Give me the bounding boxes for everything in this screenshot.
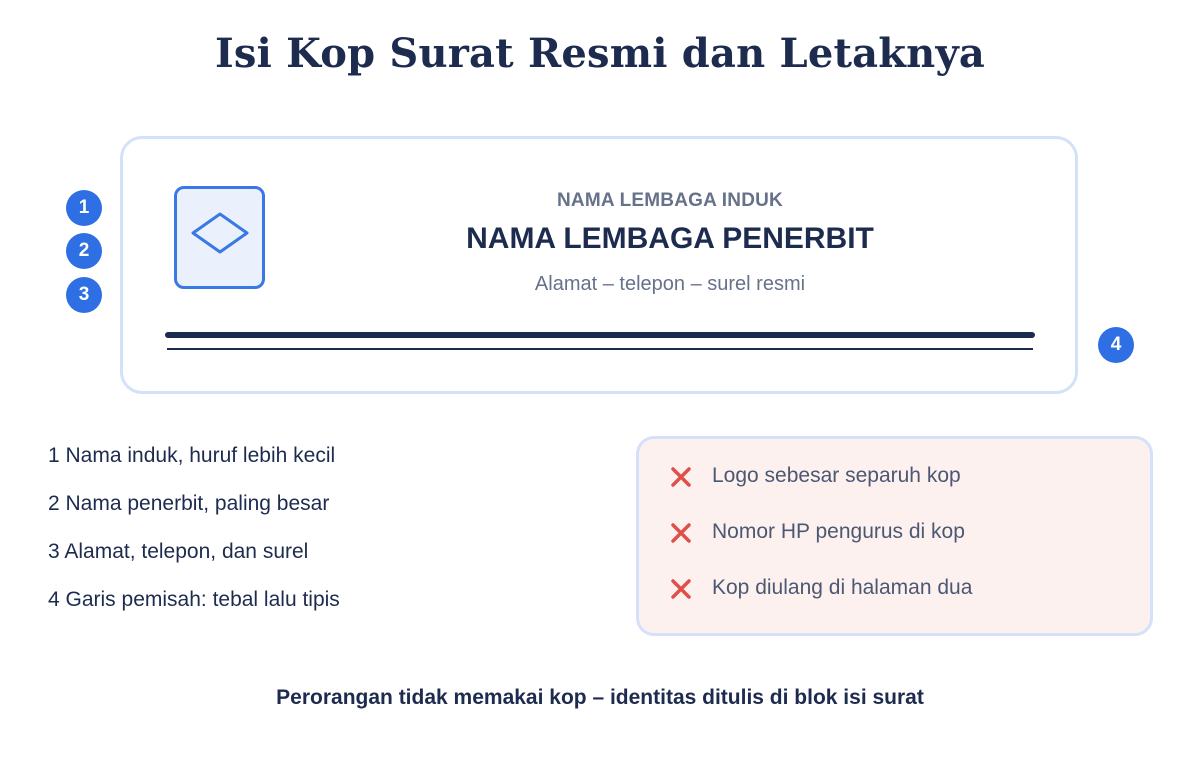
diamond-icon (177, 189, 262, 286)
dont-item-1: Logo sebesar separuh kop (712, 464, 961, 487)
badge-2: 2 (66, 233, 102, 269)
dont-item-3: Kop diulang di halaman dua (712, 576, 973, 599)
x-icon (669, 521, 693, 545)
separator-thin-line (167, 348, 1033, 350)
x-icon (669, 465, 693, 489)
legend-item-4: 4 Garis pemisah: tebal lalu tipis (48, 588, 340, 611)
badge-3: 3 (66, 277, 102, 313)
badge-1: 1 (66, 190, 102, 226)
logo-placeholder (174, 186, 265, 289)
kop-nama-penerbit: NAMA LEMBAGA PENERBIT (466, 222, 874, 255)
legend-item-2: 2 Nama penerbit, paling besar (48, 492, 330, 515)
kop-nama-induk: NAMA LEMBAGA INDUK (557, 190, 783, 211)
kop-alamat: Alamat – telepon – surel resmi (534, 273, 806, 295)
page-title: Isi Kop Surat Resmi dan Letaknya (214, 30, 986, 77)
x-icon (669, 577, 693, 601)
footer-note: Perorangan tidak memakai kop – identitas ditulis di blok isi surat (276, 686, 924, 709)
separator-thick-line (165, 332, 1035, 338)
badge-4: 4 (1098, 327, 1134, 363)
dont-item-2: Nomor HP pengurus di kop (712, 520, 965, 543)
legend-item-3: 3 Alamat, telepon, dan surel (48, 540, 309, 563)
legend-item-1: 1 Nama induk, huruf lebih kecil (48, 444, 336, 467)
